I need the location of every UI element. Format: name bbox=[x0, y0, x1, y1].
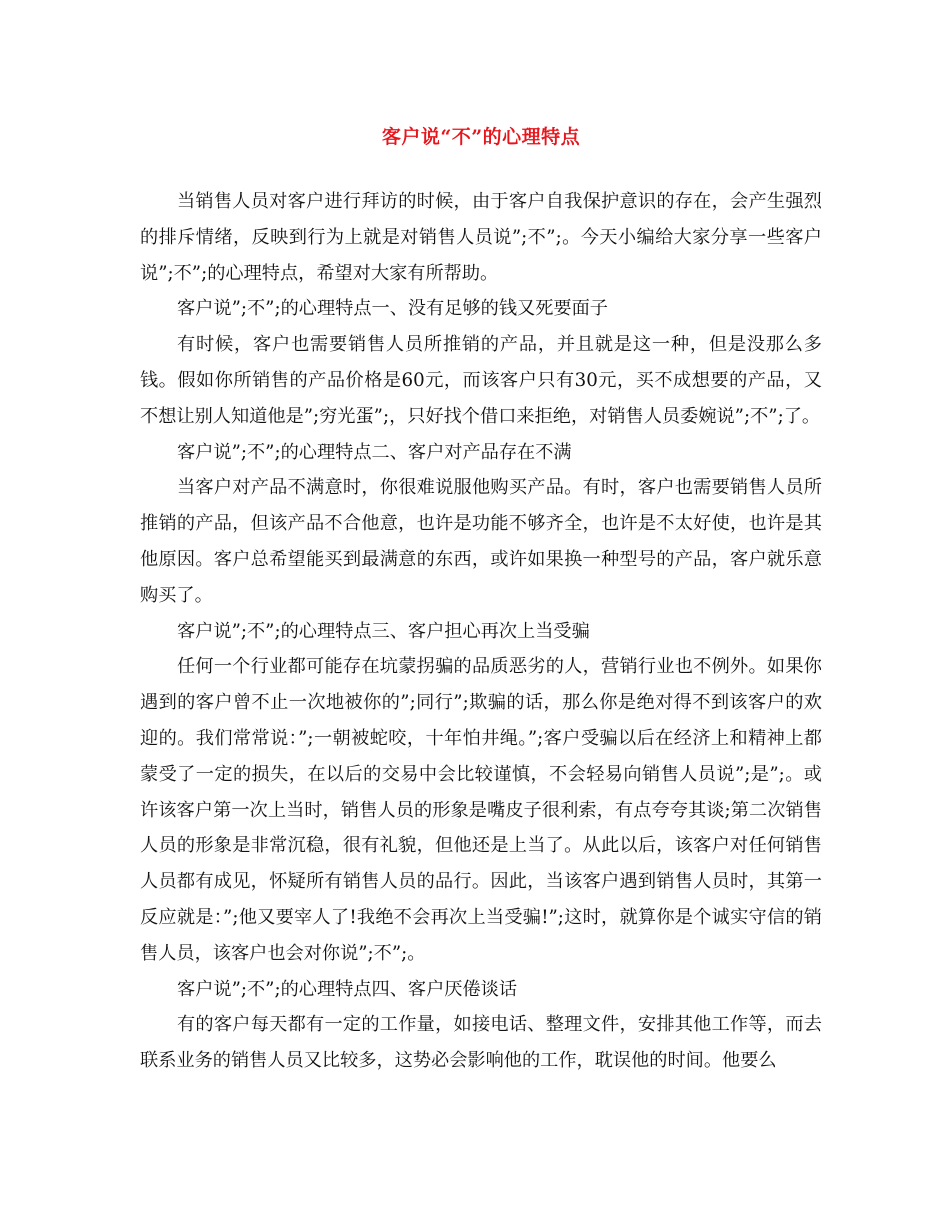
paragraph-intro: 当销售人员对客户进行拜访的时候，由于客户自我保护意识的存在，会产生强烈的排斥情绪，反映到行为上就是对销售人员说”;不”;。今天小编给大家分享一些客户说”;不”;的心理特点，希望对大家有所帮助。 bbox=[140, 191, 822, 284]
section-heading-1: 客户说”;不”;的心理特点一、没有足够的钱又死要面子 bbox=[177, 298, 608, 320]
paragraph-3: 任何一个行业都可能存在坑蒙拐骗的品质恶劣的人，营销行业也不例外。如果你遇到的客户曾不止一次地被你的”;同行”;欺骗的话，那么你是绝对得不到该客户的欢迎的。我们常常说：”;一朝被蛇咬，十年怕井绳。”;客户受骗以后在经济上和精神上都蒙受了一定的损失，在以后的交易中会比较谨慎，不会轻易向销售人员说”;是”;。或许该客户第一次上当时，销售人员的形象是嘴皮子很利索，有点夸夸其谈;第二次销售人员的形象是非常沉稳，很有礼貌，但他还是上当了。从此以后，该客户对任何销售人员都有成见，怀疑所有销售人员的品行。因此，当该客户遇到销售人员时，其第一反应就是：”;他又要宰人了!我绝不会再次上当受骗!”;这时，就算你是个诚实守信的销售人员，该客户也会对你说”;不”;。 bbox=[140, 656, 822, 964]
section-heading-2: 客户说”;不”;的心理特点二、客户对产品存在不满 bbox=[177, 441, 572, 463]
section-heading-3: 客户说”;不”;的心理特点三、客户担心再次上当受骗 bbox=[177, 620, 590, 642]
document-title: 客户说“不”的心理特点 bbox=[381, 126, 581, 148]
paragraph-1: 有时候，客户也需要销售人员所推销的产品，并且就是这一种，但是没那么多钱。假如你所销售的产品价格是60元，而该客户只有30元，买不成想要的产品，又不想让别人知道他是”;穷光蛋”;，只好找个借口来拒绝，对销售人员委婉说”;不”;了。 bbox=[140, 334, 822, 427]
section-heading-4: 客户说”;不”;的心理特点四、客户厌倦谈话 bbox=[177, 978, 518, 1000]
document-body bbox=[140, 184, 822, 1079]
paragraph-2: 当客户对产品不满意时，你很难说服他购买产品。有时，客户也需要销售人员所推销的产品，但该产品不合他意，也许是功能不够齐全，也许是不太好使，也许是其他原因。客户总希望能买到最满意的东西，或许如果换一种型号的产品，客户就乐意购买了。 bbox=[140, 477, 822, 606]
paragraph-4: 有的客户每天都有一定的工作量，如接电话、整理文件，安排其他工作等，而去联系业务的销售人员又比较多，这势必会影响他的工作，耽误他的时间。他要么 bbox=[140, 1014, 822, 1072]
